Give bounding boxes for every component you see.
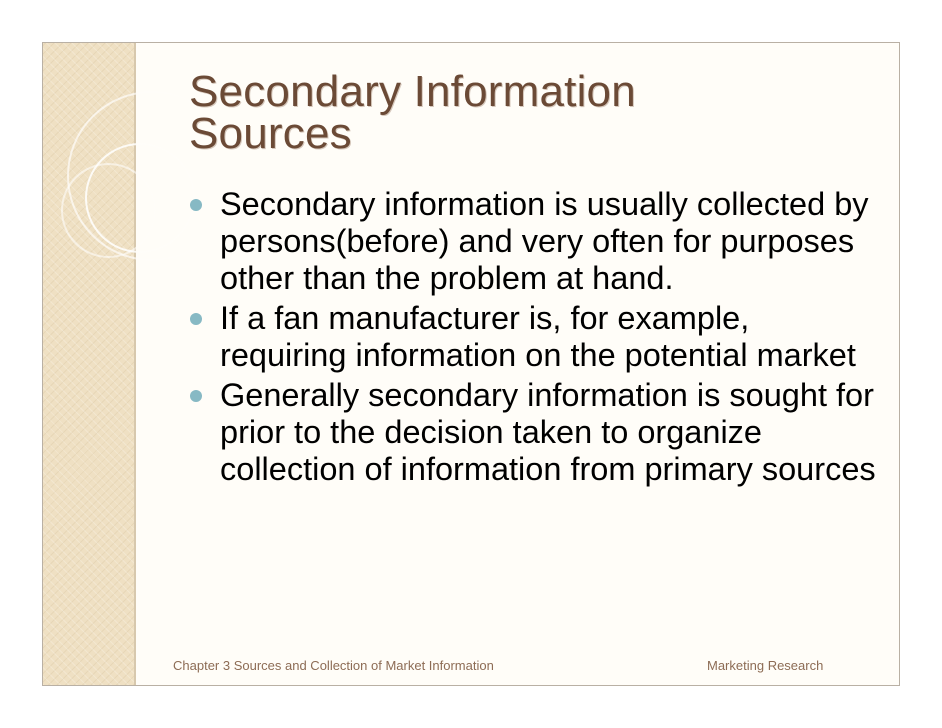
bullet-list	[180, 186, 880, 491]
bullet-marker-icon	[190, 390, 202, 402]
slide-title	[189, 67, 809, 158]
bullet-item	[180, 377, 880, 488]
bullet-item	[180, 186, 880, 297]
slide-title-line-2: Sources	[189, 109, 352, 158]
bullet-text: Generally secondary information is sought for prior to the decision taken to organize collection of information from primary sources	[220, 377, 876, 487]
bullet-marker-icon	[190, 199, 202, 211]
bullet-text: Secondary information is usually collected by persons(before) and very often for purposes other than the problem at hand.	[220, 186, 869, 296]
slide-title-line-1: Secondary Information	[189, 67, 636, 116]
footer-chapter-label: Chapter 3 Sources and Collection of Market Information	[173, 658, 494, 673]
slide	[42, 42, 900, 686]
bullet-marker-icon	[190, 313, 202, 325]
bullet-text: If a fan manufacturer is, for example, requiring information on the potential market	[220, 300, 856, 373]
bullet-item	[180, 300, 880, 374]
footer-course-label: Marketing Research	[707, 658, 824, 673]
